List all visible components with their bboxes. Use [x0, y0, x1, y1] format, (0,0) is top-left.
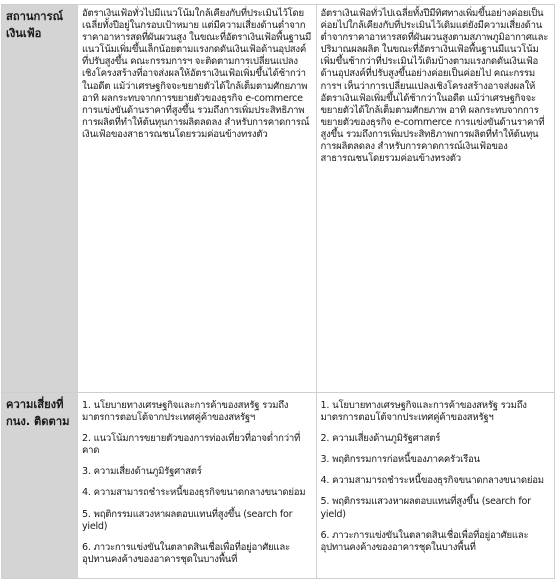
- risks-current-cell: [316, 393, 555, 579]
- list-item: [321, 454, 551, 466]
- inflation-current-paragraph: อัตราเงินเฟ้อทั่วไปเฉลี่ยทั้งปีมีทิศทางเพิ่มขึ้นอย่างค่อยเป็นค่อยไปใกล้เคียงกับที่ประเมินไว้เดิมแต่ยังมีความเสี่ยงด้านต่ำจากราคาอาหารสดที่ผันผวนสูงตามสภาพภูมิอากาศและปริมาณผลผลิต ในขณะที่อัตราเงินเฟ้อพื้นฐานมีแนวโน้มเพิ่มขึ้นช้ากว่าที่ประเมินไว้เดิมบ้างตามแรงกดดันเงินเฟ้อด้านอุปสงค์ที่ปรับสูงขึ้นอย่างค่อยเป็นค่อยไป คณะกรรมการฯ เห็นว่าการเปลี่ยนแปลงเชิงโครงสร้างอาจส่งผลให้อัตราเงินเฟ้อเพิ่มขึ้นได้ช้ากว่าในอดีต แม้ว่าเศรษฐกิจจะขยายตัวได้ใกล้เต็มตามศักยภาพ อาทิ ผลกระทบจากการขยายตัวของธุรกิจ e-commerce การแข่งขันด้านราคาที่สูงขึ้น รวมถึงการเพิ่มประสิทธิภาพการผลิตที่ทำให้ต้นทุนการผลิตลดลง สำหรับการคาดการณ์เงินเฟ้อของสาธารณชนโดยรวมค่อนข้างทรงตัว: [320, 8, 549, 165]
- list-item: [321, 400, 551, 424]
- item-text: พฤติกรรมแสวงหาผลตอบแทนที่สูงขึ้น (search for yield): [82, 508, 293, 532]
- table-row-risks: [2, 393, 555, 579]
- item-text: ความสามารถชำระหนี้ของธุรกิจขนาดกลางขนาดย่อม: [332, 475, 544, 487]
- list-item: [82, 400, 312, 424]
- risks-previous-cell: [78, 393, 317, 579]
- list-item: [321, 475, 551, 487]
- item-text: พฤติกรรมการก่อหนี้ของภาคครัวเรือน: [332, 454, 480, 466]
- item-text: นโยบายทางเศรษฐกิจและการค้าของสหรัฐ รวมถึงมาตรการตอบโต้จากประเทศคู่ค้าของสหรัฐฯ: [320, 400, 527, 424]
- item-text: นโยบายทางเศรษฐกิจและการค้าของสหรัฐ รวมถึงมาตรการตอบโต้จากประเทศคู่ค้าของสหรัฐฯ: [82, 400, 289, 424]
- item-number: 6.: [82, 541, 91, 553]
- inflation-previous-paragraph: อัตราเงินเฟ้อทั่วไปมีแนวโน้มใกล้เคียงกับที่ประเมินไว้โดยเฉลี่ยทั้งปีอยู่ในกรอบเป้าหมาย แต่มีความเสี่ยงด้านต่ำจากราคาอาหารสดที่ผันผวนสูง ในขณะที่อัตราเงินเฟ้อพื้นฐานมีแนวโน้มเพิ่มขึ้นเล็กน้อยตามแรงกดดันเงินเฟ้อด้านอุปสงค์ที่ปรับสูงขึ้น คณะกรรมการฯ จะติดตามการเปลี่ยนแปลงเชิงโครงสร้างที่อาจส่งผลให้อัตราเงินเฟ้อเพิ่มขึ้นได้ช้ากว่าในอดีต แม้ว่าเศรษฐกิจจะขยายตัวได้ใกล้เต็มตามศักยภาพ อาทิ ผลกระทบจากการขยายตัวของธุรกิจ e-commerce การแข่งขันด้านราคาที่สูงขึ้น รวมถึงการเพิ่มประสิทธิภาพการผลิตที่ทำให้ต้นทุนการผลิตลดลง สำหรับการคาดการณ์เงินเฟ้อของสาธารณชนโดยรวมค่อนข้างทรงตัว: [82, 8, 312, 140]
- inflation-current-text: [316, 5, 555, 393]
- item-number: 4.: [82, 487, 91, 499]
- risks-previous-list: [82, 400, 312, 566]
- item-text: ภาวะการแข่งขันในตลาดสินเชื่อเพื่อที่อยู่อาศัยและอุปทานคงค้างของอาคารชุดในบางพื้นที่: [82, 541, 290, 565]
- list-item: [82, 509, 312, 533]
- list-item: [82, 466, 312, 478]
- item-text: ความเสี่ยงด้านภูมิรัฐศาสตร์: [93, 466, 202, 478]
- list-item: [321, 496, 551, 520]
- item-number: 1.: [320, 400, 330, 411]
- item-number: 6.: [320, 529, 330, 541]
- list-item: [321, 530, 551, 554]
- item-number: 5.: [82, 508, 91, 520]
- list-item: [82, 542, 312, 566]
- item-text: ความสามารถชำระหนี้ของธุรกิจขนาดกลางขนาดย่อม: [93, 487, 306, 499]
- row-label-risks: ความเสี่ยงที่ กนง. ติดตาม: [2, 393, 78, 579]
- list-item: [321, 433, 551, 445]
- risks-current-list: [321, 400, 551, 554]
- item-text: ภาวะการแข่งขันในตลาดสินเชื่อเพื่อที่อยู่อาศัยและอุปทานคงค้างของอาคารชุดในบางพื้นที่: [320, 529, 529, 553]
- item-number: 3.: [82, 466, 91, 478]
- list-item: [82, 433, 312, 457]
- row-label-inflation: สถานการณ์ เงินเฟ้อ: [2, 5, 78, 393]
- item-text: แนวโน้มการขยายตัวของการท่องเที่ยวที่อาจต่ำกว่าที่คาด: [82, 433, 301, 457]
- item-number: 2.: [320, 433, 330, 445]
- list-item: [82, 487, 312, 499]
- item-number: 4.: [320, 475, 330, 487]
- inflation-previous-text: [78, 5, 317, 393]
- item-number: 2.: [82, 433, 91, 445]
- item-number: 5.: [320, 496, 330, 508]
- item-text: พฤติกรรมแสวงหาผลตอบแทนที่สูงขึ้น (search for yield): [320, 496, 531, 520]
- item-number: 3.: [320, 454, 330, 466]
- item-text: ความเสี่ยงด้านภูมิรัฐศาสตร์: [332, 433, 441, 445]
- item-number: 1.: [82, 400, 91, 411]
- table-row-inflation: [2, 5, 555, 393]
- comparison-table: [1, 4, 555, 579]
